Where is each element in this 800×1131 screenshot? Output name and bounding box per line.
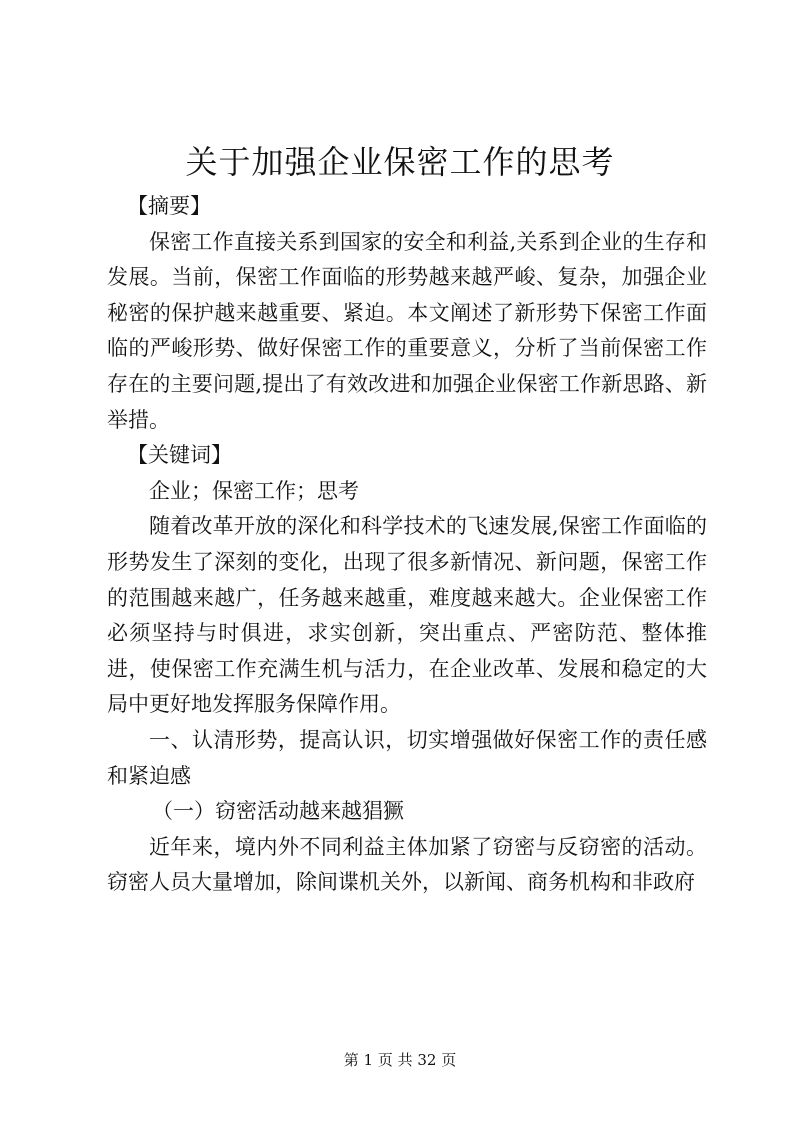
page-number-footer: 第 1 页 共 32 页: [343, 1051, 457, 1069]
abstract-label: 【摘要】: [127, 194, 211, 218]
section-heading: 一、认清形势，提高认识，切实增强做好保密工作的责任感和紧迫感: [107, 727, 707, 788]
intro-paragraph: 随着改革开放的深化和科学技术的飞速发展,保密工作面临的形势发生了深刻的变化，出现了很多新情况、新问题，保密工作的范围越来越广，任务越来越重，难度越来越大。企业保密工作必须坚持与时俱进，求实创新，突出重点、严密防范、整体推进，使保密工作充满生机与活力，在企业改革、发展和稳定的大局中更好地发挥服务保障作用。: [107, 514, 707, 717]
document-title: 关于加强企业保密工作的思考: [185, 143, 615, 181]
body-paragraph: 近年来，境内外不同利益主体加紧了窃密与反窃密的活动。窃密人员大量增加，除间谍机关外，以新闻、商务机构和非政府: [107, 834, 707, 895]
abstract-paragraph: 保密工作直接关系到国家的安全和利益,关系到企业的生存和发展。当前，保密工作面临的形势越来越严峻、复杂，加强企业秘密的保护越来越重要、紧迫。本文阐述了新形势下保密工作面临的严峻形势、做好保密工作的重要意义，分析了当前保密工作存在的主要问题,提出了有效改进和加强企业保密工作新思路、新举措。: [107, 229, 707, 432]
subsection-heading: （一）窃密活动越来越猖獗: [152, 799, 404, 824]
keywords-paragraph: 企业；保密工作；思考: [149, 478, 359, 503]
document-body: [107, 189, 707, 901]
keywords-label: 【关键词】: [127, 443, 232, 468]
